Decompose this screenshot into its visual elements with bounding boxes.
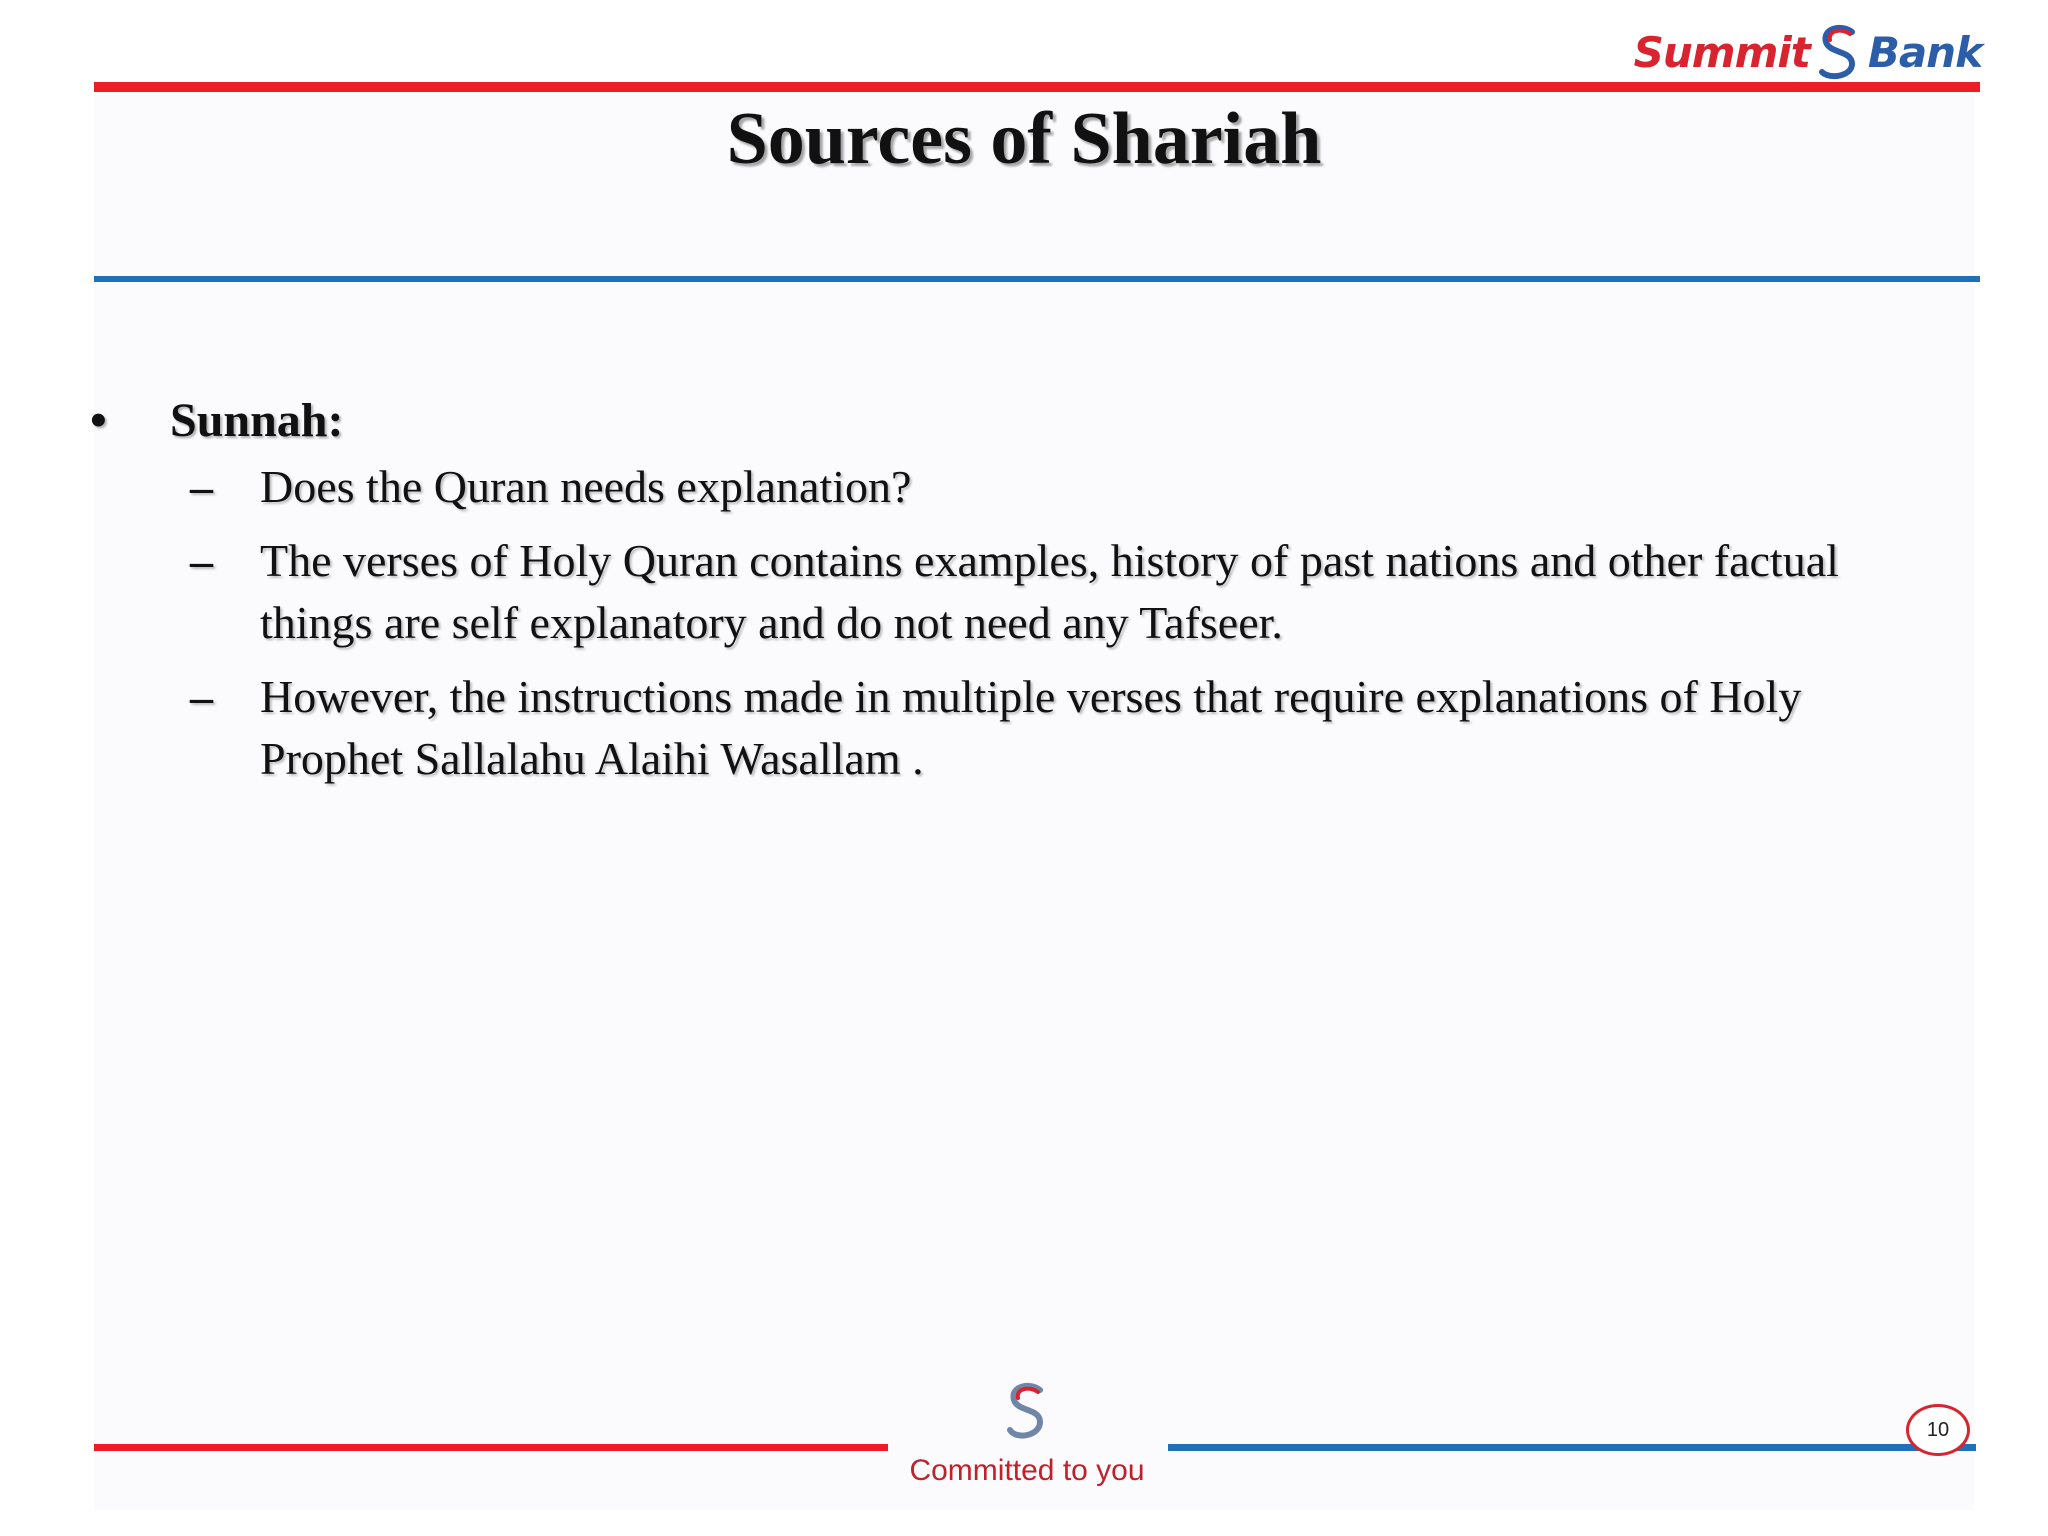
logo-text-summit: Summit [1633,27,1810,77]
slide-title: Sources of Shariah [726,98,1322,180]
dash-icon: – [190,671,213,722]
footer-red-rule [94,1444,888,1451]
sub-point-text: The verses of Holy Quran contains examples, history of past nations and other factual things are self explanatory and do not need any Tafseer. [260,535,1839,648]
title-blue-rule [94,276,1980,282]
page-number-badge: 10 [1906,1404,1970,1456]
footer-blue-rule [1168,1444,1976,1451]
logo-s-icon [1814,22,1864,82]
list-item [90,666,1910,790]
slide-content [90,392,1910,802]
bullet-heading: Sunnah: [170,394,344,447]
bullet-heading-row [90,392,1910,450]
sub-point-text: Does the Quran needs explanation? [260,461,912,512]
list-item [90,530,1910,654]
list-item [90,456,1910,518]
logo-text-bank: Bank [1867,27,1982,77]
header-red-rule [94,82,1980,92]
sub-point-list [90,456,1910,790]
footer-s-logo-icon [1000,1380,1054,1442]
footer-tagline: Committed to you [909,1454,1145,1487]
dash-icon: – [190,461,213,512]
sub-point-text: However, the instructions made in multiple verses that require explanations of Holy Prophet Sallalahu Alaihi Wasallam . [260,671,1802,784]
dash-icon: – [190,535,213,586]
bullet-icon: • [90,394,107,447]
summit-bank-logo [1634,20,1982,84]
